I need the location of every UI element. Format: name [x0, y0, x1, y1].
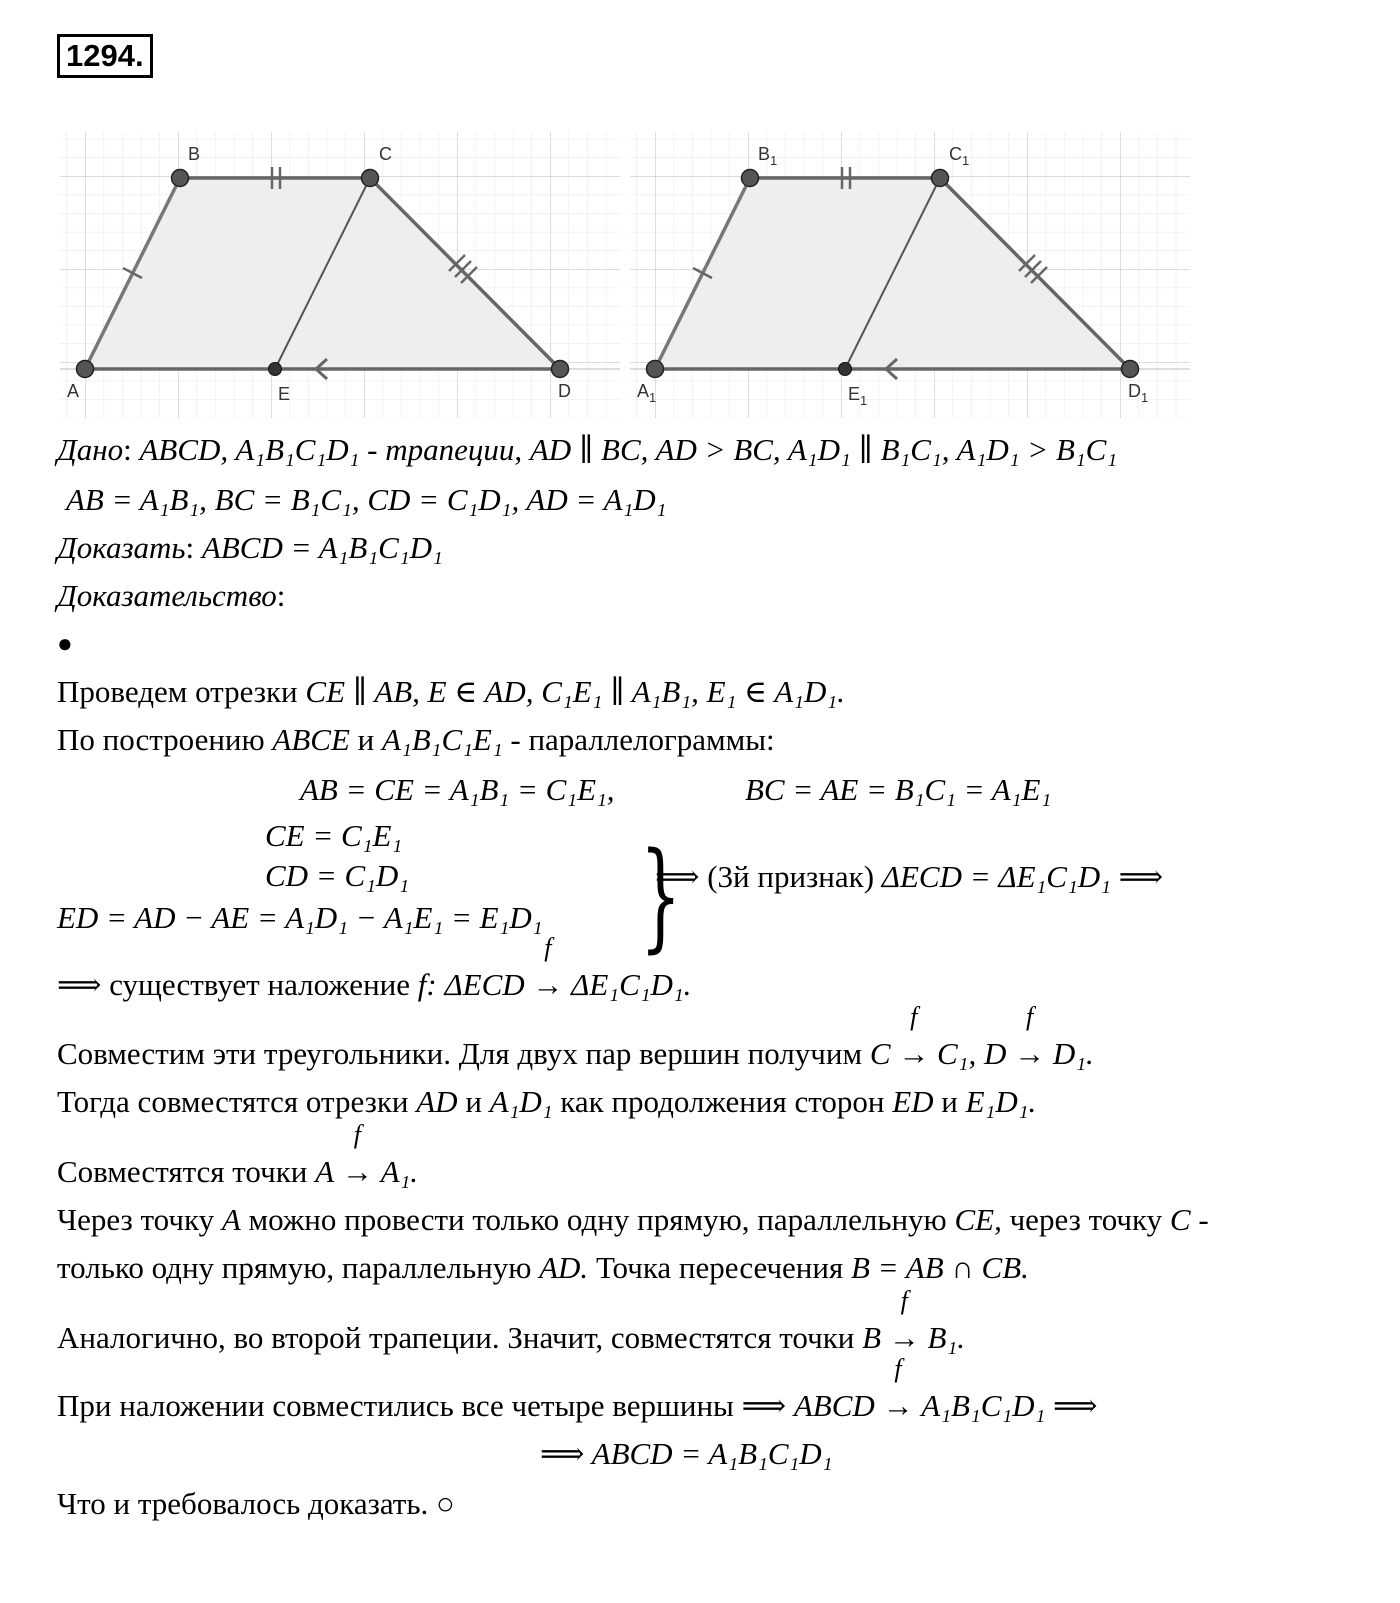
proof-conclusion: ⟹ ABCD = A₁B₁C₁D₁	[540, 1436, 833, 1471]
system-brace: }	[640, 826, 682, 964]
label-d1: $D_1$	[1128, 381, 1149, 405]
qed-line: Что и требовалось доказать. ○	[57, 1486, 455, 1521]
proof-line-8: Аналогично, во второй трапеции. Значит, совместятся точки B f → B₁.	[57, 1286, 966, 1355]
label-d: D	[558, 381, 571, 401]
equality-2: BC = AE = B₁C₁ = A₁E₁	[745, 772, 1052, 807]
label-e: E	[278, 384, 291, 404]
system-line-3: ED = AD − AE = A₁D₁ − A₁E₁ = E₁D₁	[57, 900, 543, 935]
system-line-1: CE = C₁E₁	[265, 818, 403, 853]
trapezoid-a1b1c1d1	[630, 132, 1190, 418]
proof-line-exists: ⟹ существует наложение f: ΔECD f → ΔE₁C₁D₁.	[57, 933, 692, 1002]
proof-line-2: По построению ABCE и A₁B₁C₁E₁ - параллелограммы:	[57, 722, 775, 757]
proof-line-4: Тогда совместятся отрезки AD и A₁D₁ как продолжения сторон ED и E₁D₁.	[57, 1084, 1037, 1119]
prove-line: Доказать: ABCD = A₁B₁C₁D₁	[57, 530, 443, 565]
label-a1: $A_1$	[637, 381, 657, 405]
system-line-2: CD = C₁D₁	[265, 858, 410, 893]
given-line-1: Дано: ABCD, A₁B₁C₁D₁ - трапеции, AD ∥ BC, AD > BC, A₁D₁ ∥ B₁C₁, A₁D₁ > B₁C₁	[57, 432, 1118, 467]
bullet: ●	[57, 629, 73, 658]
proof-line-7: только одну прямую, параллельную AD. Точка пересечения B = AB ∩ CB.	[57, 1250, 1029, 1285]
problem-number: 1294.	[57, 34, 153, 78]
equality-1: AB = CE = A₁B₁ = C₁E₁,	[300, 772, 615, 807]
trapezoid-abcd	[60, 132, 620, 418]
proof-line-5: Совместятся точки A f → A₁.	[57, 1120, 419, 1189]
proof-heading: Доказательство:	[57, 578, 286, 613]
label-e1: $E_1$	[848, 384, 868, 408]
proof-line-1: Проведем отрезки CE ∥ AB, E ∈ AD, C₁E₁ ∥ A₁B₁, E₁ ∈ A₁D₁.	[57, 674, 845, 709]
label-b1: $B_1$	[758, 144, 778, 168]
given-line-2: AB = A₁B₁, BC = B₁C₁, CD = C₁D₁, AD = A₁D₁	[66, 482, 667, 517]
label-b: B	[188, 144, 201, 164]
label-a: A	[67, 381, 80, 401]
system-result: ⟹ (3й признак) ΔECD = ΔE₁C₁D₁ ⟹	[655, 859, 1164, 894]
proof-line-6: Через точку A можно провести только одну прямую, параллельную CE, через точку C -	[57, 1202, 1209, 1237]
proof-line-3: Совместим эти треугольники. Для двух пар вершин получим C f → C₁, D f → D₁.	[57, 1002, 1094, 1071]
label-c1: $C_1$	[949, 144, 970, 168]
proof-line-9: При наложении совместились все четыре вершины ⟹ ABCD f → A₁B₁C₁D₁ ⟹	[57, 1354, 1098, 1423]
label-c: C	[379, 144, 392, 164]
figure	[0, 0, 1400, 420]
